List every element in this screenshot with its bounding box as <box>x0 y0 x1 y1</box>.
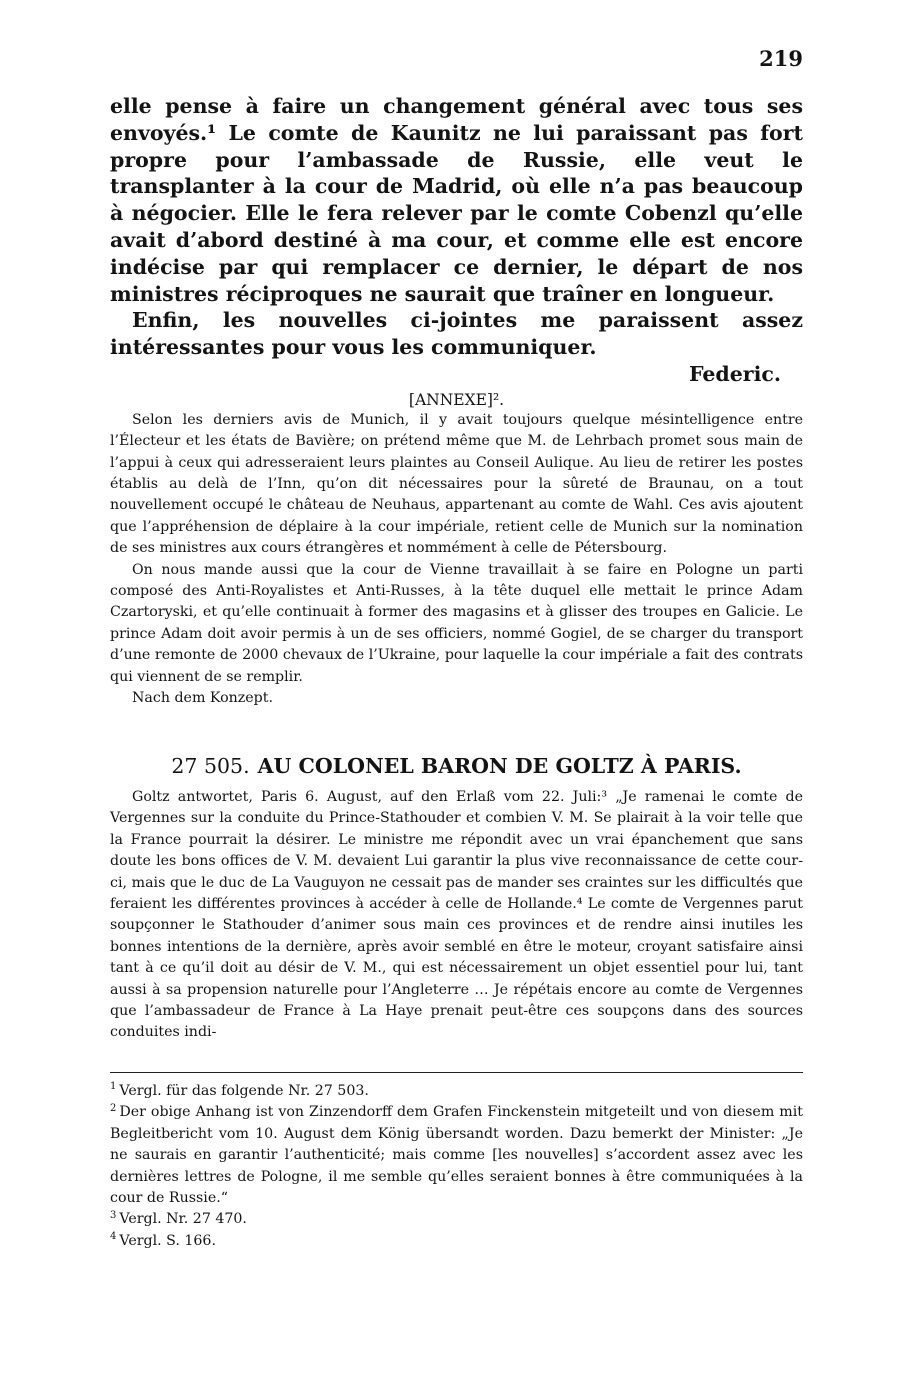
footnote-4 <box>110 1231 803 1252</box>
footnote-text: Vergl. Nr. 27 470. <box>119 1211 247 1228</box>
footnotes <box>110 1081 803 1252</box>
reply-summary <box>110 787 803 1044</box>
footnote-text: Vergl. S. 166. <box>119 1232 216 1249</box>
reply-paragraph: Goltz antwortet, Paris 6. August, auf den Erlaß vom 22. Juli:³ „Je ramenai le comte de Vergennes sur la conduite du Prince-Stathouder et combien V. M. Se plairait à la voir telle que la France pourrait la désirer. Le ministre me répondit avec un vrai épanchement que sans doute les bons offices de V. M. devaient Lui garantir la plus vive reconnaissance de cette cour-ci, mais que le duc de La Vauguyon ne cessait pas de mander ses craintes sur les difficultés que feraient les différentes provinces à accéder à celle de Hollande.⁴ Le comte de Vergennes parut soupçonner le Stathouder d’animer sous main ces provinces et de rendre ainsi inutiles les bonnes intentions de la dernière, après avoir semblé en être le moteur, croyant satisfaire ainsi tant à ce qu’il doit au désir de V. M., qui est nécessairement un objet essentiel pour lui, tant aussi à sa propension naturelle pour l’Angleterre … Je répétais encore au comte de Vergennes que l’ambassadeur de France à La Haye prenait peut-être ces soupçons dans des sources conduites indi- <box>110 789 803 1041</box>
footnote-divider <box>110 1072 803 1073</box>
footnote-3 <box>110 1209 803 1230</box>
footnote-1 <box>110 1081 803 1102</box>
letter-paragraph-1: elle pense à faire un changement général avec tous ses envoyés.¹ Le comte de Kaunitz ne lui paraissant pas fort propre pour l’ambassade de Russie, elle veut le transplanter à la cour de Madrid, où elle n’a pas beaucoup à négocier. Elle le fera relever par le comte Cobenzl qu’elle avait d’abord destiné à ma cour, et comme elle est encore indécise par qui remplacer ce dernier, le départ de nos ministres réciproques ne saurait que traîner en longueur. <box>110 94 803 306</box>
page-number: 219 <box>759 46 803 71</box>
footnote-mark: 2 <box>110 1102 117 1114</box>
letter-body <box>110 93 803 709</box>
footnote-2 <box>110 1102 803 1209</box>
section-title: AU COLONEL BARON DE GOLTZ À PARIS. <box>257 754 742 778</box>
letter-paragraph-2: Enfin, les nouvelles ci-jointes me paraissent assez intéressantes pour vous les communiquer. <box>110 308 803 360</box>
footnote-mark: 4 <box>110 1231 117 1243</box>
signature: Federic. <box>688 361 781 386</box>
footnote-text: Vergl. für das folgende Nr. 27 503. <box>119 1083 369 1099</box>
document-page <box>110 0 803 1392</box>
annex-source-note: Nach dem Konzept. <box>132 690 273 707</box>
footnote-mark: 1 <box>110 1081 117 1093</box>
annex-title: [ANNEXE]². <box>408 390 505 409</box>
footnote-text: Der obige Anhang ist von Zinzendorff dem Grafen Finckenstein mitgeteilt und von diesem mit Begleitbericht vom 10. August dem König übersandt worden. Dazu bemerkt der Minister: „Je ne saurais en garantir l’authenticité; mais comme [les nouvelles] s’accordent assez avec les dernières lettres de Pologne, il me semble qu’elles seraient bonnes à être communiquées à la cour de Russie.“ <box>110 1104 803 1207</box>
annex-paragraph-1: Selon les derniers avis de Munich, il y avait toujours quelque mésintelligence entre l’Électeur et les états de Bavière; on prétend même que M. de Lehrbach promet sous main de l’appui à ceux qui adresseraient leurs plaintes au Conseil Aulique. Au lieu de retirer les postes établis au delà de l’Inn, qu’on dit nécessaires pour la sûreté de Braunau, on a tout nouvellement occupé le château de Neuhaus, appartenant au comte de Wahl. Ces avis ajoutent que l’appréhension de déplaire à la cour impériale, retient celle de Munich sur la nomination de ses ministres aux cours étrangères et nommément à celle de Pétersbourg. <box>110 411 803 557</box>
document-number: 27 505. <box>171 754 250 778</box>
section-heading <box>110 751 803 781</box>
footnote-mark: 3 <box>110 1209 117 1221</box>
annex-paragraph-2: On nous mande aussi que la cour de Vienne travaillait à se faire en Pologne un parti composé des Anti-Royalistes et Anti-Russes, à la tête duquel elle mettait le prince Adam Czartoryski, et qu’elle continuait à former des magasins et à glisser des troupes en Galicie. Le prince Adam doit avoir permis à un de ses officiers, nommé Gogiel, de se charger du transport d’une remonte de 2000 chevaux de l’Ukraine, pour laquelle la cour impériale a fait des contrats qui viennent de se remplir. <box>110 561 803 685</box>
